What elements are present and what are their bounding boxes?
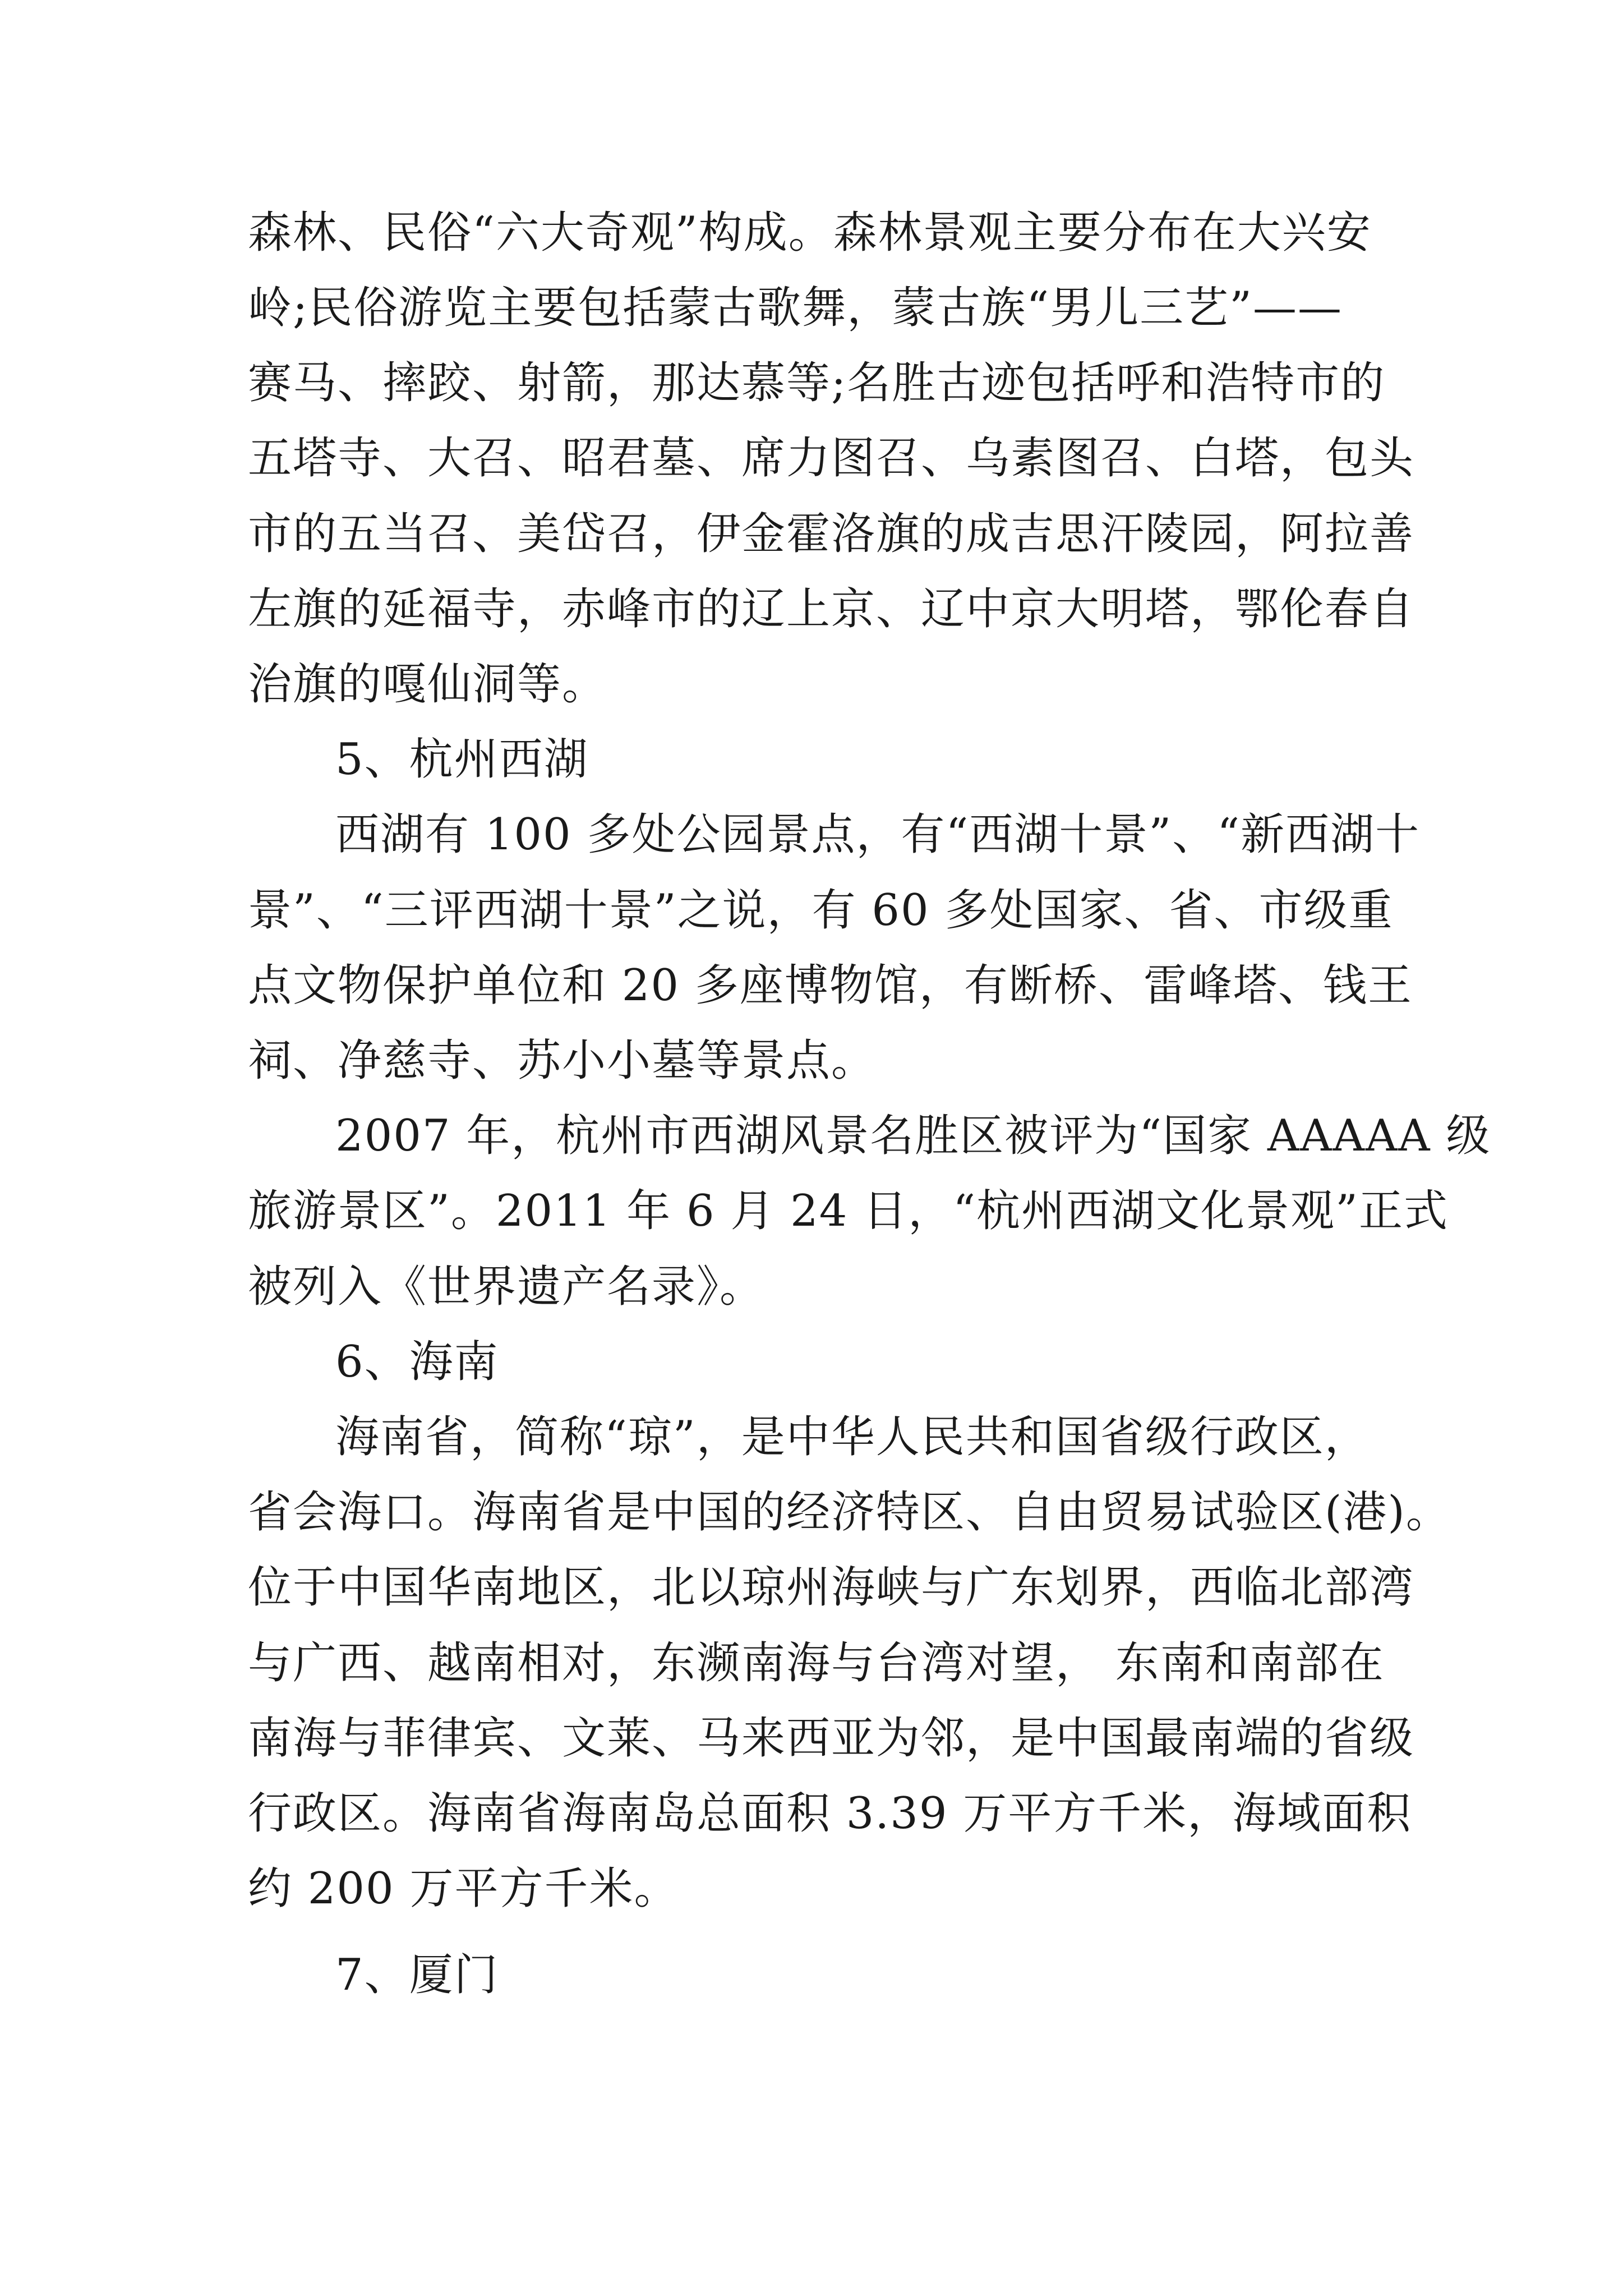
text-line: 2007 年，杭州市西湖风景名胜区被评为“国家 AAAAA 级 bbox=[335, 1111, 1491, 1161]
text-line: 点文物保护单位和 20 多座博物馆，有断桥、雷峰塔、钱王 bbox=[248, 960, 1413, 1011]
section-heading: 6、海南 bbox=[335, 1337, 499, 1387]
text-line: 赛马、摔跤、射箭，那达慕等;名胜古迹包括呼和浩特市的 bbox=[248, 358, 1386, 408]
text-line: 旅游景区”。2011 年 6 月 24 日，“杭州西湖文化景观”正式 bbox=[248, 1186, 1449, 1236]
text-line: 左旗的延福寺，赤峰市的辽上京、辽中京大明塔，鄂伦春自 bbox=[248, 584, 1415, 634]
text-line: 位于中国华南地区，北以琼州海峡与广东划界，西临北部湾 bbox=[248, 1562, 1415, 1613]
text-line: 与广西、越南相对，东濒南海与台湾对望， 东南和南部在 bbox=[248, 1638, 1385, 1688]
text-line: 南海与菲律宾、文莱、马来西亚为邻，是中国最南端的省级 bbox=[248, 1713, 1415, 1764]
text-line: 森林、民俗“六大奇观”构成。森林景观主要分布在大兴安 bbox=[248, 208, 1372, 258]
section-heading: 7、厦门 bbox=[335, 1950, 499, 2000]
text-line: 五塔寺、大召、昭君墓、席力图召、乌素图召、白塔，包头 bbox=[248, 433, 1415, 484]
text-line: 市的五当召、美岱召，伊金霍洛旗的成吉思汗陵园，阿拉善 bbox=[248, 509, 1415, 559]
text-line: 海南省，简称“琼”，是中华人民共和国省级行政区， bbox=[335, 1412, 1370, 1462]
text-line: 约 200 万平方千米。 bbox=[248, 1864, 679, 1914]
text-line: 西湖有 100 多处公园景点，有“西湖十景”、“新西湖十 bbox=[335, 809, 1421, 860]
text-line: 岭;民俗游览主要包括蒙古歌舞，蒙古族“男儿三艺”—— bbox=[248, 283, 1343, 333]
section-heading: 5、杭州西湖 bbox=[335, 734, 589, 785]
text-line: 行政区。海南省海南岛总面积 3.39 万平方千米，海域面积 bbox=[248, 1788, 1412, 1839]
text-line: 祠、净慈寺、苏小小墓等景点。 bbox=[248, 1036, 877, 1086]
text-line: 景”、“三评西湖十景”之说，有 60 多处国家、省、市级重 bbox=[248, 885, 1394, 936]
text-line: 被列入《世界遗产名录》。 bbox=[248, 1262, 765, 1312]
text-line: 治旗的嘎仙洞等。 bbox=[248, 659, 607, 710]
text-line: 省会海口。海南省是中国的经济特区、自由贸易试验区(港)。 bbox=[248, 1487, 1451, 1538]
